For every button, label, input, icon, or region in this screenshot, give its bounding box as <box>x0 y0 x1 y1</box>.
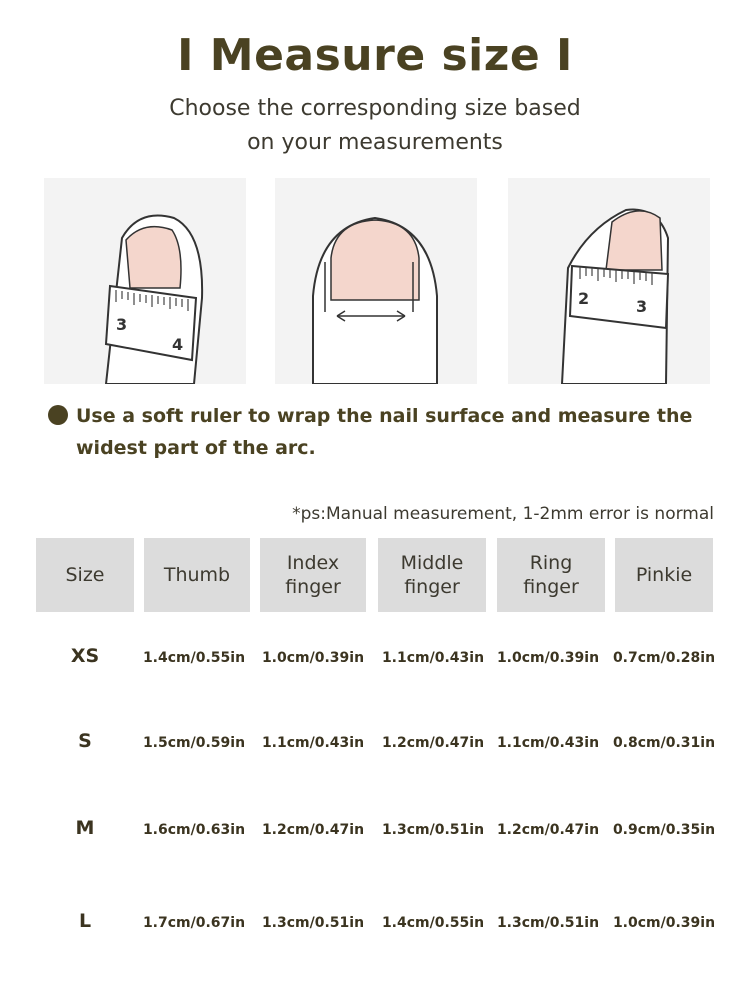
header-pinkie-label: Pinkie <box>635 564 693 586</box>
finger-ruler-angled-icon <box>508 178 710 384</box>
cell-s-ring: 1.1cm/0.43in <box>496 735 600 751</box>
cell-l-middle: 1.4cm/0.55in <box>381 915 485 931</box>
header-thumb-label: Thumb <box>163 564 231 586</box>
cell-s-middle: 1.2cm/0.47in <box>381 735 485 751</box>
row-label-l: L <box>78 910 92 932</box>
subtitle-line-2: on your measurements <box>247 130 503 155</box>
finger-ruler-icon <box>44 178 246 384</box>
cell-s-thumb: 1.5cm/0.59in <box>142 735 246 751</box>
nail-width-illustration <box>275 178 477 384</box>
page-subtitle <box>0 92 750 160</box>
header-index <box>260 538 366 612</box>
header-thumb <box>144 538 250 612</box>
header-middle <box>378 538 486 612</box>
cell-l-thumb: 1.7cm/0.67in <box>142 915 246 931</box>
cell-s-pinkie: 0.8cm/0.31in <box>612 735 716 751</box>
bullet-icon <box>48 405 68 425</box>
page-title: I Measure size I <box>177 30 573 81</box>
cell-l-pinkie: 1.0cm/0.39in <box>612 915 716 931</box>
cell-m-middle: 1.3cm/0.51in <box>381 822 485 838</box>
ruler-number-4: 4 <box>172 335 184 354</box>
ruler-wrap-angled-illustration <box>508 178 710 384</box>
measurement-note: *ps:Manual measurement, 1-2mm error is normal <box>292 504 714 524</box>
header-ring-label: Ring finger <box>523 552 579 598</box>
instruction-text: Use a soft ruler to wrap the nail surface and measure the widest part of the arc. <box>76 405 693 459</box>
ruler-wrap-side-illustration <box>44 178 246 384</box>
row-label-xs: XS <box>70 645 100 667</box>
cell-m-index: 1.2cm/0.47in <box>261 822 365 838</box>
cell-m-pinkie: 0.9cm/0.35in <box>612 822 716 838</box>
cell-xs-ring: 1.0cm/0.39in <box>496 650 600 666</box>
subtitle-line-1: Choose the corresponding size based <box>169 96 581 121</box>
cell-l-ring: 1.3cm/0.51in <box>496 915 600 931</box>
cell-xs-pinkie: 0.7cm/0.28in <box>612 650 716 666</box>
header-ring <box>497 538 605 612</box>
cell-m-ring: 1.2cm/0.47in <box>496 822 600 838</box>
ruler-number-3: 3 <box>116 315 128 334</box>
row-label-m: M <box>75 817 95 839</box>
header-pinkie <box>615 538 713 612</box>
ruler-number-3b: 3 <box>636 297 648 316</box>
cell-l-index: 1.3cm/0.51in <box>261 915 365 931</box>
header-index-label: Index finger <box>285 552 341 598</box>
cell-s-index: 1.1cm/0.43in <box>261 735 365 751</box>
cell-m-thumb: 1.6cm/0.63in <box>142 822 246 838</box>
nail-width-arrow-icon <box>275 178 477 384</box>
header-size-label: Size <box>65 564 105 586</box>
row-label-s: S <box>78 730 92 752</box>
cell-xs-index: 1.0cm/0.39in <box>261 650 365 666</box>
ruler-number-2: 2 <box>578 289 590 308</box>
header-size <box>36 538 134 612</box>
cell-xs-middle: 1.1cm/0.43in <box>381 650 485 666</box>
cell-xs-thumb: 1.4cm/0.55in <box>142 650 246 666</box>
header-middle-label: Middle finger <box>400 552 464 598</box>
